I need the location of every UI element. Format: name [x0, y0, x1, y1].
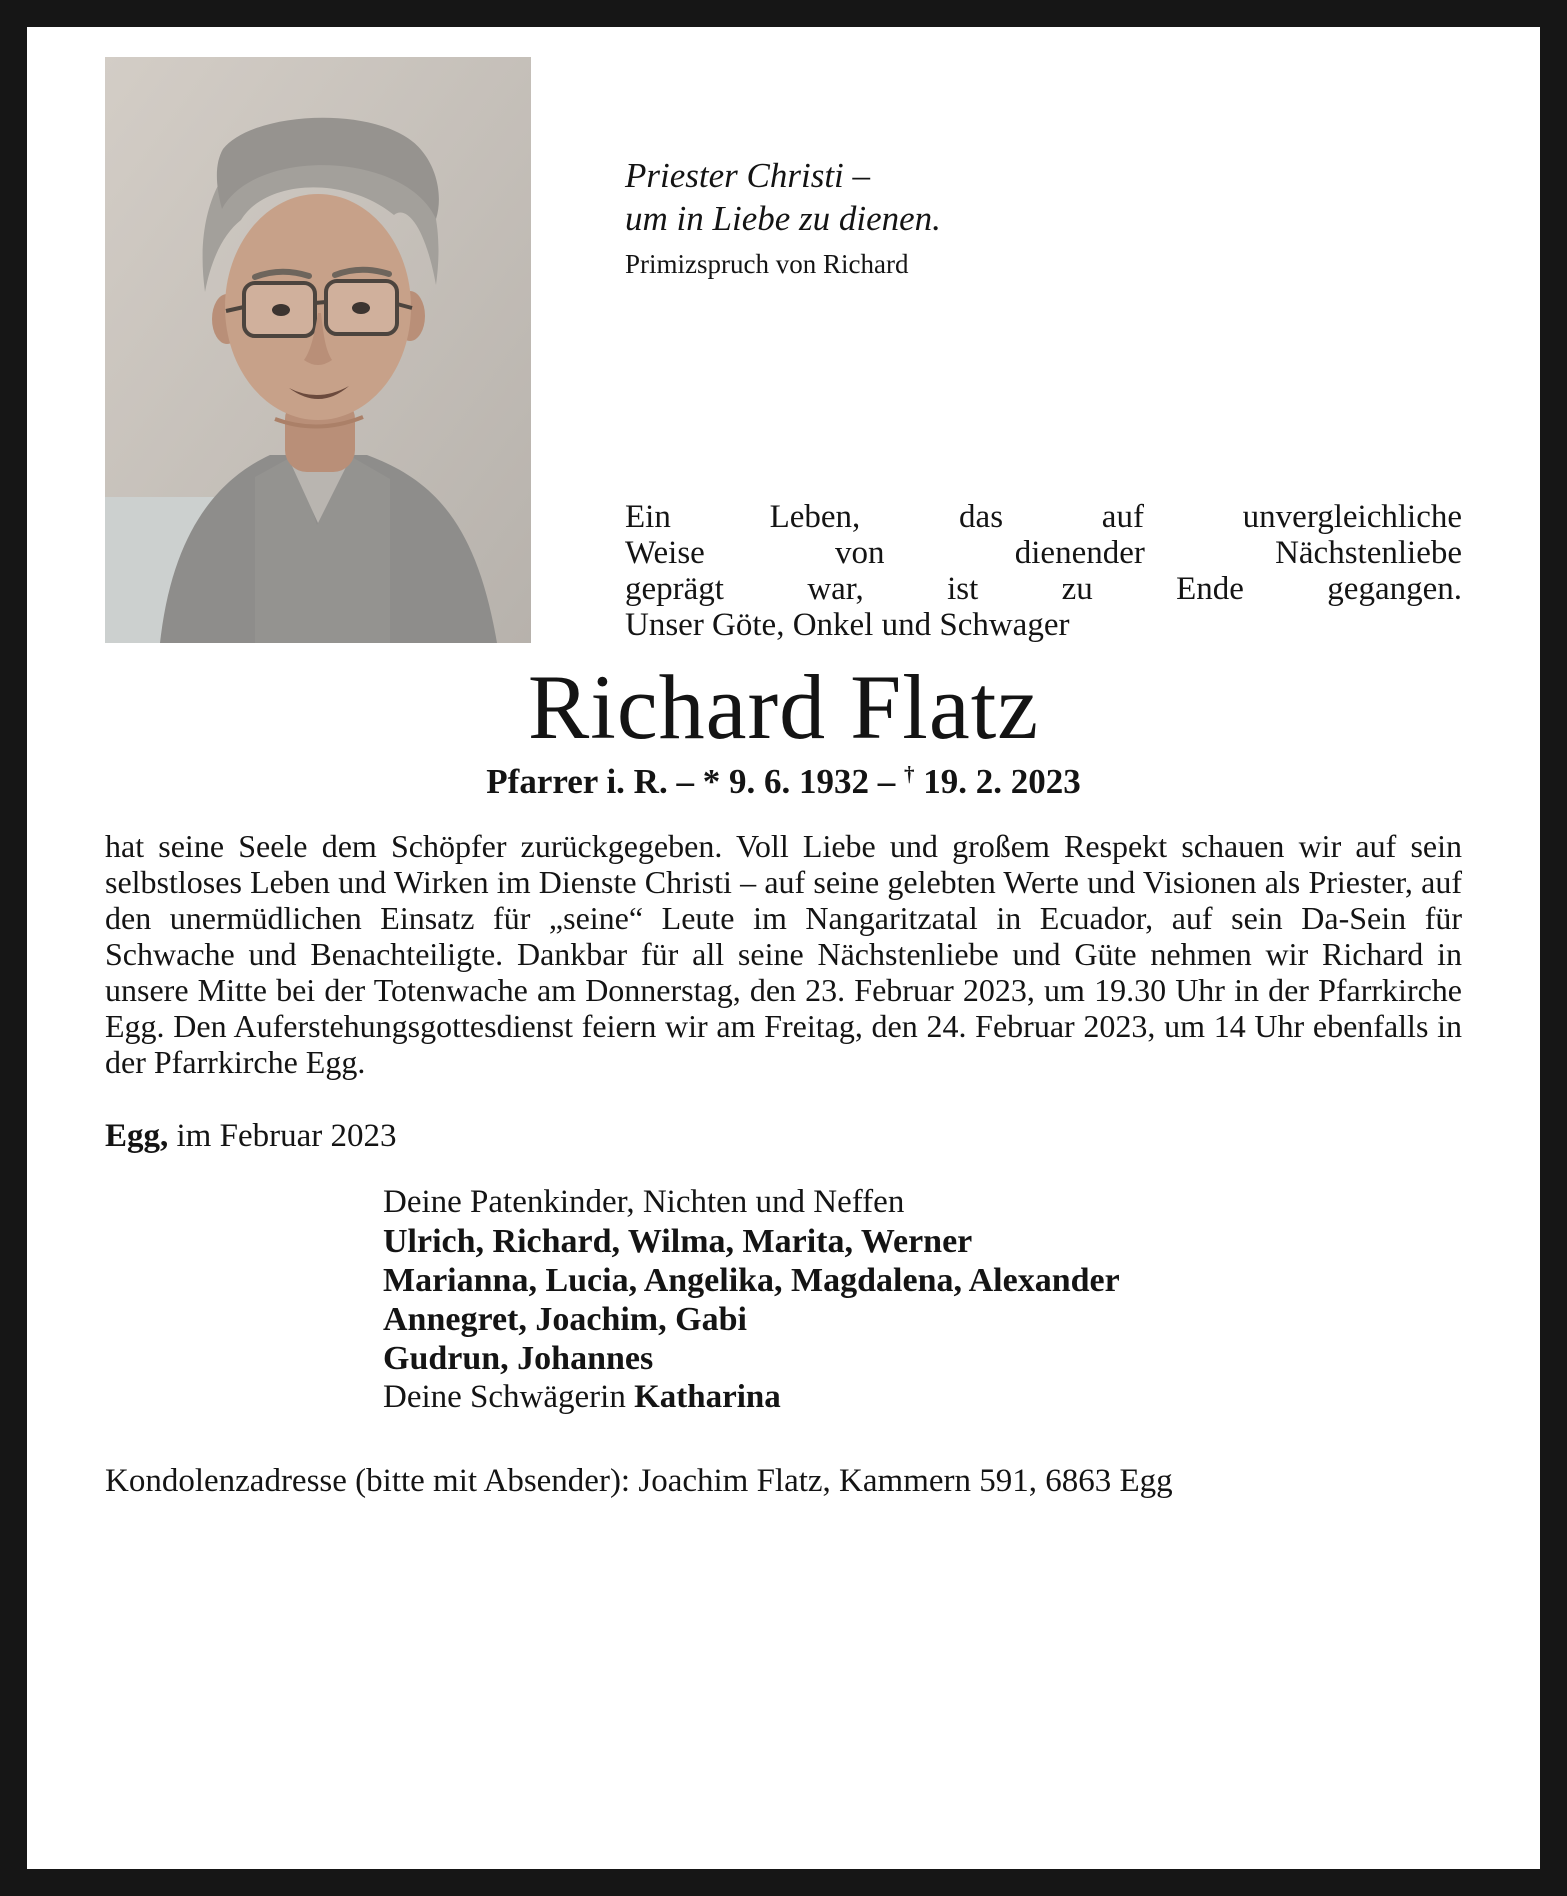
- dateline: [105, 1118, 1462, 1155]
- deceased-name: Richard Flatz: [527, 656, 1040, 758]
- intro-paragraph: [625, 499, 1462, 643]
- family-names-line: Ulrich, Richard, Wilma, Marita, Werner: [383, 1222, 973, 1260]
- top-section: [105, 57, 1462, 643]
- quote-line-1: Priester Christi –: [625, 156, 871, 195]
- life-dates: [105, 760, 1462, 804]
- family-names-line: Marianna, Lucia, Angelika, Magdalena, Alexander: [383, 1261, 1120, 1299]
- motto-quote: [625, 155, 1462, 280]
- quote-attribution: Primizspruch von Richard: [625, 249, 909, 280]
- dateline-place: Egg,: [105, 1117, 169, 1154]
- intro-line: Weise von dienender Nächstenliebe: [625, 535, 1462, 571]
- quote-line-2: um in Liebe zu dienen.: [625, 198, 941, 238]
- intro-line: Unser Göte, Onkel und Schwager: [625, 607, 1070, 643]
- dateline-date: im Februar 2023: [168, 1117, 397, 1154]
- right-column: [625, 57, 1462, 643]
- family-names-line: Annegret, Joachim, Gabi: [383, 1300, 747, 1338]
- title-and-birth: Pfarrer i. R. – * 9. 6. 1932 –: [486, 762, 904, 802]
- sister-in-law-line: [383, 1378, 1462, 1417]
- family-header: Deine Patenkinder, Nichten und Neffen: [383, 1183, 905, 1220]
- intro-line: Ein Leben, das auf unvergleichliche: [625, 499, 1462, 535]
- sister-in-law-label: Deine Schwägerin: [383, 1378, 635, 1415]
- intro-line: geprägt war, ist zu Ende gegangen.: [625, 571, 1462, 607]
- sister-in-law-name: Katharina: [634, 1378, 781, 1415]
- family-names-line: Gudrun, Johannes: [383, 1339, 654, 1377]
- condolence-address: Kondolenzadresse (bitte mit Absender): Joachim Flatz, Kammern 591, 6863 Egg: [105, 1462, 1173, 1499]
- portrait-photo: [105, 57, 531, 643]
- death-date: 19. 2. 2023: [914, 762, 1081, 802]
- dagger-symbol: †: [903, 761, 915, 786]
- obituary-body: hat seine Seele dem Schöpfer zurückgegeben. Voll Liebe und großem Respekt schauen wir auf sein selbstloses Leben und Wirken im Dienste Christi – auf seine gelebten Werte und Visionen als Priester, auf den unermüdlichen Einsatz für „seine“ Leute im Nangaritzatal in Ecuador, auf sein Da-Sein für Schwache und Benachteiligte. Dankbar für all seine Nächstenliebe und Güte nehmen wir Richard in unsere Mitte bei der Totenwache am Donnerstag, den 23. Februar 2023, um 19.30 Uhr in der Pfarrkirche Egg. Den Auferstehungsgottesdienst feiern wir am Freitag, den 24. Februar 2023, um 14 Uhr ebenfalls in der Pfarrkirche Egg.: [105, 827, 1462, 1080]
- family-block: [383, 1183, 1462, 1417]
